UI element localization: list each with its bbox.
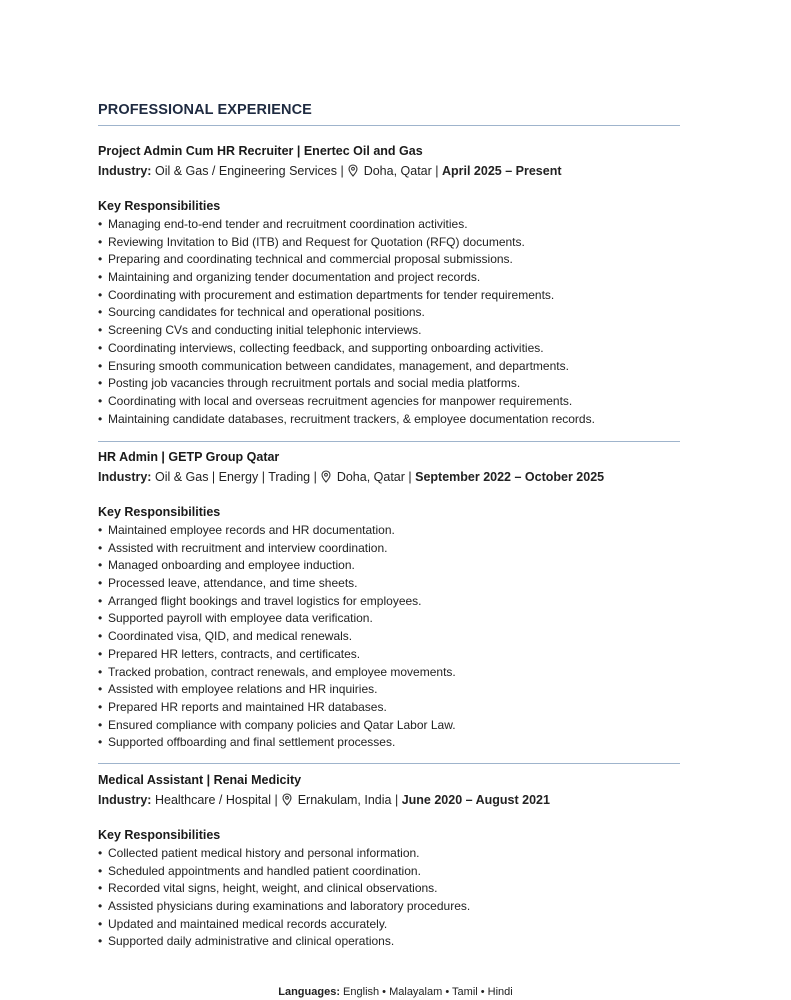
list-item: • Collected patient medical history and personal information. xyxy=(98,846,420,860)
map-pin-icon xyxy=(282,793,292,810)
job-industry-line xyxy=(98,792,698,810)
languages-value: English • Malayalam • Tamil • Hindi xyxy=(343,986,513,998)
list-item: • Ensured compliance with company policies and Qatar Labor Law. xyxy=(98,717,456,732)
industry-label: Industry: xyxy=(98,470,152,484)
industry-value: Healthcare / Hospital | xyxy=(154,793,278,807)
list-item: • Assisted physicians during examinations and laboratory procedures. xyxy=(98,899,471,914)
responsibilities-list xyxy=(98,845,698,951)
job-title: Medical Assistant | Renai Medicity xyxy=(98,773,302,787)
list-item: • Assisted with recruitment and interview coordination. xyxy=(98,540,388,555)
responsibilities-heading: Key Responsibilities xyxy=(98,828,221,842)
list-item: • Supported payroll with employee data verification. xyxy=(98,611,373,626)
list-item: • Processed leave, attendance, and time sheets. xyxy=(98,576,358,591)
responsibilities-heading: Key Responsibilities xyxy=(98,199,221,213)
job-divider xyxy=(98,763,680,764)
list-item: • Preparing and coordinating technical and commercial proposal submissions. xyxy=(98,252,513,267)
job-location: Doha, Qatar | xyxy=(363,164,439,178)
list-item: • Managing end-to-end tender and recruitment coordination activities. xyxy=(98,217,468,231)
list-item: • Managed onboarding and employee induction. xyxy=(98,558,355,573)
list-item: • Coordinating with local and overseas recruitment agencies for manpower requirements. xyxy=(98,393,573,408)
job-entry-1 xyxy=(98,143,698,428)
responsibilities-list xyxy=(98,522,698,752)
list-item: • Coordinated visa, QID, and medical renewals. xyxy=(98,629,353,644)
responsibilities-list xyxy=(98,216,698,428)
list-item: • Scheduled appointments and handled patient coordination. xyxy=(98,863,421,878)
list-item: • Sourcing candidates for technical and operational positions. xyxy=(98,305,425,320)
list-item: • Posting job vacancies through recruitment portals and social media platforms. xyxy=(98,376,521,391)
list-item: • Supported daily administrative and clinical operations. xyxy=(98,934,395,949)
job-entry-2 xyxy=(98,449,698,752)
list-item: • Tracked probation, contract renewals, and employee movements. xyxy=(98,664,456,679)
list-item: • Screening CVs and conducting initial telephonic interviews. xyxy=(98,323,422,338)
list-item: • Arranged flight bookings and travel logistics for employees. xyxy=(98,593,422,608)
industry-value: Oil & Gas | Energy | Trading | xyxy=(154,470,317,484)
list-item: • Coordinating with procurement and estimation departments for tender requirements. xyxy=(98,287,555,302)
list-item: • Prepared HR reports and maintained HR databases. xyxy=(98,699,387,714)
section-title: PROFESSIONAL EXPERIENCE xyxy=(98,102,312,118)
map-pin-icon xyxy=(321,470,331,487)
job-location: Ernakulam, India | xyxy=(297,793,399,807)
list-item: • Maintaining and organizing tender documentation and project records. xyxy=(98,270,481,285)
job-dates: April 2025 – Present xyxy=(441,164,562,178)
list-item: • Supported offboarding and final settlement processes. xyxy=(98,735,396,750)
industry-value: Oil & Gas / Engineering Services | xyxy=(154,164,344,178)
job-industry-line xyxy=(98,163,698,181)
responsibilities-heading: Key Responsibilities xyxy=(98,505,221,519)
industry-label: Industry: xyxy=(98,793,152,807)
list-item: • Coordinating interviews, collecting feedback, and supporting onboarding activities. xyxy=(98,340,544,355)
job-divider xyxy=(98,441,680,442)
list-item: • Ensuring smooth communication between candidates, management, and departments. xyxy=(98,358,569,373)
job-dates: June 2020 – August 2021 xyxy=(401,793,550,807)
industry-label: Industry: xyxy=(98,164,152,178)
job-title: HR Admin | GETP Group Qatar xyxy=(98,450,280,464)
list-item: • Maintaining candidate databases, recruitment trackers, & employee documentation records. xyxy=(98,411,595,426)
map-pin-icon xyxy=(348,164,358,181)
list-item: • Recorded vital signs, height, weight, and clinical observations. xyxy=(98,881,438,896)
list-item: • Updated and maintained medical records accurately. xyxy=(98,916,388,931)
list-item: • Assisted with employee relations and HR inquiries. xyxy=(98,682,378,697)
job-title: Project Admin Cum HR Recruiter | Enertec Oil and Gas xyxy=(98,144,423,158)
languages-label: Languages: xyxy=(278,986,340,998)
languages-footer xyxy=(0,986,791,998)
section-divider xyxy=(98,125,680,126)
job-dates: September 2022 – October 2025 xyxy=(415,470,605,484)
list-item: • Maintained employee records and HR documentation. xyxy=(98,523,395,537)
job-location: Doha, Qatar | xyxy=(336,470,412,484)
list-item: • Prepared HR letters, contracts, and certificates. xyxy=(98,646,361,661)
job-entry-3 xyxy=(98,772,698,951)
job-industry-line xyxy=(98,469,698,487)
list-item: • Reviewing Invitation to Bid (ITB) and Request for Quotation (RFQ) documents. xyxy=(98,234,525,249)
